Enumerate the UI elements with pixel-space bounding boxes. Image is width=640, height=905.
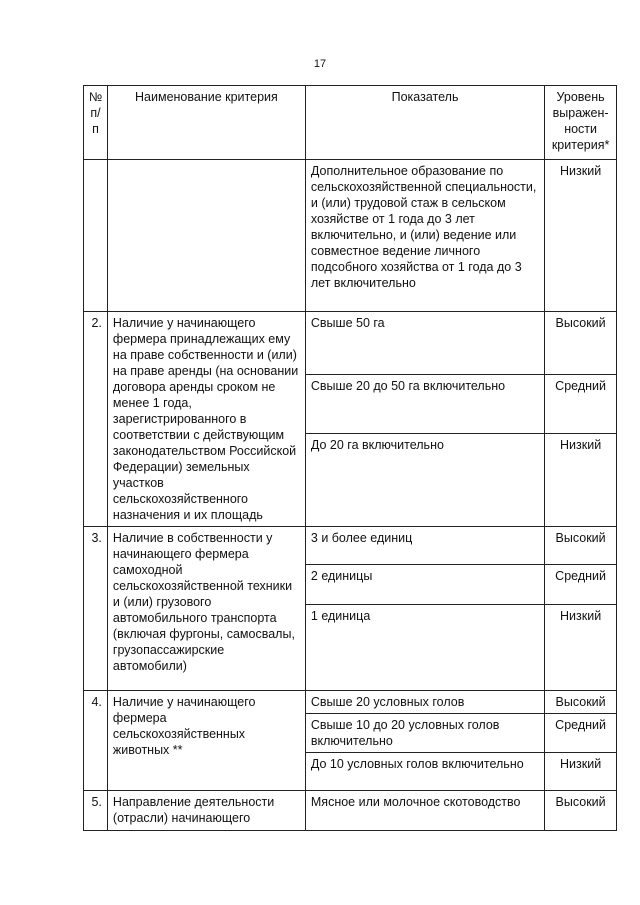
indicator-cell: До 10 условных голов включительно [305,753,544,791]
blank-cell [107,160,305,312]
level-cell: Средний [545,374,617,433]
criterion-name: Наличие в собственности у начинающего фермера самоходной сельскохозяйственной техники и (или) грузового автомобильного транспорта (включая фургоны, самосвалы, грузопассажирские автомобили) [107,527,305,691]
level-cell: Высокий [545,312,617,375]
indicator-cell: До 20 га включительно [305,433,544,526]
header-indicator: Показатель [305,86,544,160]
indicator-cell: Свыше 20 до 50 га включительно [305,374,544,433]
criterion-number: 5. [84,791,108,831]
level-cell: Низкий [545,433,617,526]
criteria-table [83,85,617,831]
indicator-cell: 3 и более единиц [305,527,544,565]
level-cell: Низкий [545,605,617,691]
level-cell: Низкий [545,753,617,791]
indicator-cell: Свыше 50 га [305,312,544,375]
indicator-cell: Мясное или молочное скотоводство [305,791,544,831]
indicator-cell: 1 единица [305,605,544,691]
level-cell: Высокий [545,691,617,714]
header-row [84,86,617,160]
level-cell: Низкий [545,160,617,312]
header-name: Наименование критерия [107,86,305,160]
level-cell: Средний [545,714,617,753]
blank-cell [84,160,108,312]
criterion-number: 4. [84,691,108,791]
criterion-name: Наличие у начинающего фермера принадлежащих ему на праве собственности и (или) на праве аренды (на основании договора аренды сроком не менее 1 года, зарегистрированного в соответствии с действующим законодательством Российской Федерации) земельных участков сельскохозяйственного назначения и их площадь [107,312,305,527]
criterion-number: 3. [84,527,108,691]
level-cell: Высокий [545,527,617,565]
table-row [84,791,617,831]
indicator-cell: 2 единицы [305,565,544,605]
criterion-name: Наличие у начинающего фермера сельскохозяйственных животных ** [107,691,305,791]
level-cell: Высокий [545,791,617,831]
table-row [84,160,617,312]
level-cell: Средний [545,565,617,605]
criterion-number: 2. [84,312,108,527]
table-row [84,527,617,565]
header-level: Уровень выражен-ности критерия* [545,86,617,160]
indicator-cell: Дополнительное образование по сельскохозяйственной специальности, и (или) трудовой стаж в сельском хозяйстве от 1 года до 3 лет включительно, и (или) ведение или совместное ведение личного подсобного хозяйства от 1 года до 3 лет включительно [305,160,544,312]
page-number: 17 [313,58,327,70]
indicator-cell: Свыше 10 до 20 условных голов включительно [305,714,544,753]
table-row [84,312,617,375]
criterion-name: Направление деятельности (отрасли) начинающего [107,791,305,831]
table-row [84,691,617,714]
header-num: № п/п [84,86,108,160]
indicator-cell: Свыше 20 условных голов [305,691,544,714]
